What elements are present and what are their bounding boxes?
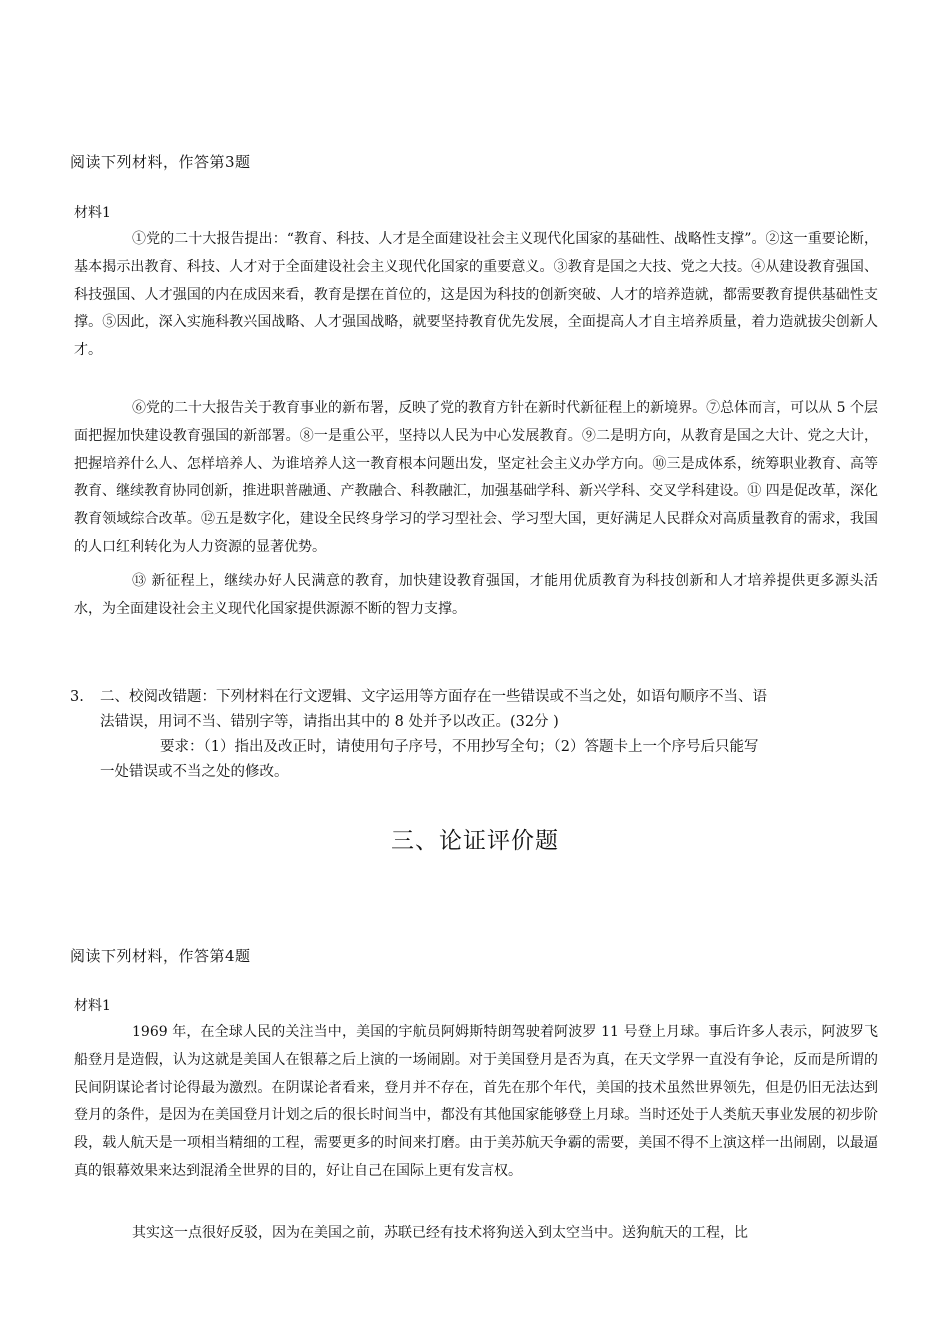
section-title: 三、论证评价题 xyxy=(391,828,559,854)
part1-paragraph-3: ⑬ 新征程上，继续办好人民满意的教育，加快建设教育强国，才能用优质教育为科技创新和人才培养提供更多源头活水，为全面建设社会主义现代化国家提供源源不断的智力支撑。 xyxy=(74,573,878,617)
question-3-requirement-line-2: 一处错误或不当之处的修改。 xyxy=(100,764,289,780)
question-3-text-line-2: 法错误，用词不当、错别字等，请指出其中的 8 处并予以改正。(32分 ) xyxy=(100,714,559,730)
part1-intro: 阅读下列材料，作答第3题 xyxy=(70,153,251,171)
part2-intro: 阅读下列材料，作答第4题 xyxy=(70,947,251,965)
part2-paragraph-2: 其实这一点很好反驳，因为在美国之前，苏联已经有技术将狗送入到太空当中。送狗航天的工程，比 xyxy=(132,1225,748,1241)
question-3 xyxy=(70,685,890,785)
part2-material-label: 材料1 xyxy=(74,998,111,1014)
part1-paragraph-2: ⑥党的二十大报告关于教育事业的新布署，反映了党的教育方针在新时代新征程上的新境界。⑦总体而言，可以从 5 个层面把握加快建设教育强国的新部署。⑧一是重公平，坚持以人民为中心发展教育。⑨二是明方向，从教育是国之大计、党之大计，把握培养什么人、怎样培养人、为谁培养人这一教育根本问题出发，坚定社会主义办学方向。⑩三是成体系，统筹职业教育、高等教育、继续教育协同创新，推进职普融通、产教融合、科教融汇，加强基础学科、新兴学科、交叉学科建设。⑪ 四是促改革，深化教育领域综合改革。⑫五是数字化，建设全民终身学习的学习型社会、学习型大国，更好满足人民群众对高质量教育的需求，我国的人口红利转化为人力资源的显著优势。 xyxy=(74,400,878,555)
question-3-requirement-line-1: 要求：（1）指出及改正时，请使用句子序号，不用抄写全句；（2）答题卡上一个序号后只能写 xyxy=(160,739,759,755)
part1-paragraph-1: ①党的二十大报告提出：“教育、科技、人才是全面建设社会主义现代化国家的基础性、战略性支撑”。②这一重要论断，基本揭示出教育、科技、人才对于全面建设社会主义现代化国家的重要意义。③教育是国之大技、党之大技。④从建设教育强国、科技强国、人才强国的内在成因来看，教育是摆在首位的，这是因为科技的创新突破、人才的培养造就，都需要教育提供基础性支撑。⑤因此，深入实施科教兴国战略、人才强国战略，就要坚持教育优先发展，全面提高人才自主培养质量，着力造就拔尖创新人才。 xyxy=(74,231,878,359)
question-3-number: 3. xyxy=(70,689,84,705)
question-3-text-line-1: 二、校阅改错题：下列材料在行文逻辑、文字运用等方面存在一些错误或不当之处，如语句顺序不当、语 xyxy=(100,689,767,705)
part2-paragraph-1: 1969 年，在全球人民的关注当中，美国的宇航员阿姆斯特朗驾驶着阿波罗 11 号登上月球。事后许多人表示，阿波罗飞船登月是造假，认为这就是美国人在银幕之后上演的一场闹剧。对于美国登月是否为真，在天文学界一直没有争论，反而是所谓的民间阴谋论者讨论得最为激烈。在阴谋论者看来，登月并不存在，首先在那个年代，美国的技术虽然世界领先，但是仍旧无法达到登月的条件，是因为在美国登月计划之后的很长时间当中，都没有其他国家能够登上月球。当时还处于人类航天事业发展的初步阶段，载人航天是一项相当精细的工程，需要更多的时间来打磨。由于美苏航天争霸的需要，美国不得不上演这样一出闹剧，以最逼真的银幕效果来达到混淆全世界的目的，好让自己在国际上更有发言权。 xyxy=(74,1024,878,1179)
part1-material-label: 材料1 xyxy=(74,205,111,221)
